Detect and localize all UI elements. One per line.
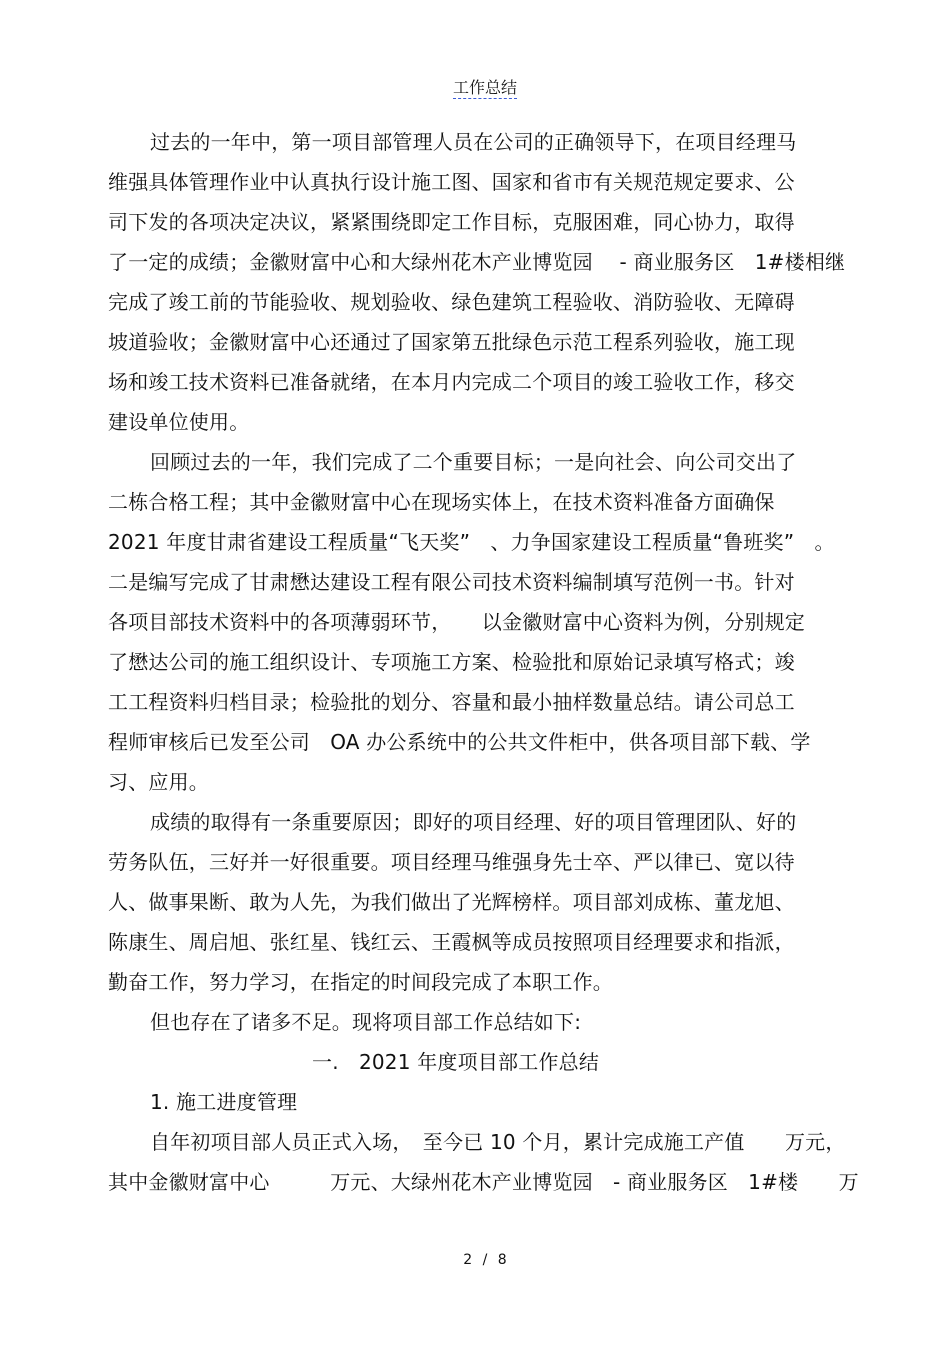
subsection-heading: 1. 施工进度管理 (150, 1090, 298, 1114)
document-title (0, 76, 950, 100)
text-line: 了懋达公司的施工组织设计、专项施工方案、检验批和原始记录填写格式；竣 (108, 650, 795, 674)
text-line: 场和竣工技术资料已准备就绪，在本月内完成二个项目的竣工验收工作，移交 (108, 370, 795, 394)
text-line: 二栋合格工程；其中金徽财富中心在现场实体上，在技术资料准备方面确保 (108, 490, 775, 514)
text-line: 维强具体管理作业中认真执行设计施工图、国家和省市有关规范规定要求、公 (108, 170, 795, 194)
text-line: 勤奋工作，努力学习，在指定的时间段完成了本职工作。 (108, 970, 613, 994)
text-line: 人、做事果断、敢为人先，为我们做出了光辉榜样。项目部刘成栋、董龙旭、 (108, 890, 795, 914)
text-line: 工工程资料归档目录；检验批的划分、容量和最小抽样数量总结。请公司总工 (108, 690, 795, 714)
text-line: 但也存在了诸多不足。现将项目部工作总结如下: (150, 1010, 582, 1034)
text-line: 成绩的取得有一条重要原因；即好的项目经理、好的项目管理团队、好的 (150, 810, 797, 834)
text-line: 回顾过去的一年，我们完成了二个重要目标；一是向社会、向公司交出了 (150, 450, 797, 474)
text-line: 各项目部技术资料中的各项薄弱环节， 以金徽财富中心资料为例，分别规定 (108, 610, 805, 634)
text-line: 坡道验收；金徽财富中心还通过了国家第五批绿色示范工程系列验收，施工现 (108, 330, 795, 354)
text-line: 其中金徽财富中心 万元、大绿州花木产业博览园 - 商业服务区 1#楼 万 (108, 1170, 859, 1194)
page-indicator: 2 / 8 (463, 1252, 507, 1268)
text-line: 二是编写完成了甘肃懋达建设工程有限公司技术资料编制填写范例一书。针对 (108, 570, 795, 594)
text-line: 过去的一年中，第一项目部管理人员在公司的正确领导下，在项目经理马 (150, 130, 797, 154)
text-line: 建设单位使用。 (108, 410, 250, 434)
title-text: 工作总结 (452, 78, 517, 97)
text-line: 劳务队伍，三好并一好很重要。项目经理马维强身先士卒、严以律已、宽以待 (108, 850, 795, 874)
text-line: 完成了竣工前的节能验收、规划验收、绿色建筑工程验收、消防验收、无障碍 (108, 290, 795, 314)
text-line: 陈康生、周启旭、张红星、钱红云、王霞枫等成员按照项目经理要求和指派， (108, 930, 795, 954)
text-line: 了一定的成绩；金徽财富中心和大绿州花木产业博览园 - 商业服务区 1#楼相继 (108, 250, 846, 274)
text-line: 司下发的各项决定决议，紧紧围绕即定工作目标，克服困难，同心协力，取得 (108, 210, 795, 234)
section-heading: 一. 2021 年度项目部工作总结 (312, 1050, 600, 1074)
text-line: 程师审核后已发至公司 OA 办公系统中的公共文件柜中，供各项目部下载、学 (108, 730, 811, 754)
text-line: 2021 年度甘肃省建设工程质量“飞天奖” 、力争国家建设工程质量“鲁班奖” 。 (108, 530, 835, 554)
text-line: 自年初项目部人员正式入场， 至今已 10 个月，累计完成施工产值 万元， (150, 1130, 846, 1154)
text-line: 习、应用。 (108, 770, 209, 794)
